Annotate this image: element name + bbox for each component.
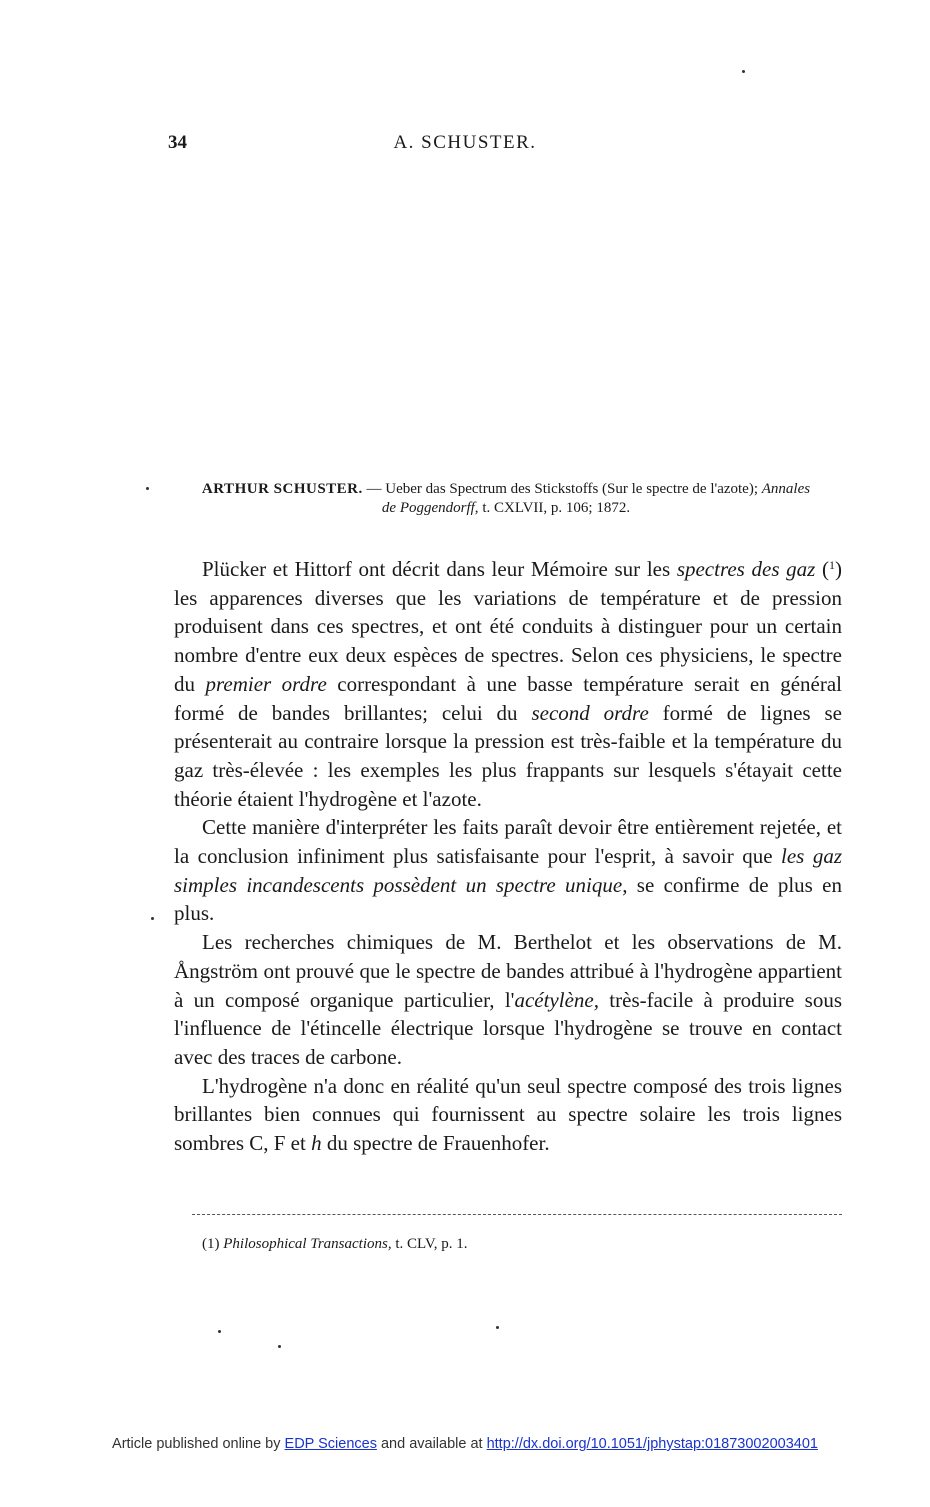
scan-speck [278, 1345, 281, 1348]
scan-speck [146, 487, 149, 490]
paragraph-italic: h [311, 1131, 322, 1156]
paragraph-text: Cette manière d'interpréter les faits paraît devoir être entièrement rejetée, et la conclusion infiniment plus satisfaisante pour l'esprit, à savoir que [174, 815, 842, 869]
banner-middle: and available at [376, 1436, 487, 1452]
paragraph-text: très-facile à produire sous l'influence de l'étincelle électrique lorsque l'hydrogène se trouve en contact avec des traces de carbone. [174, 987, 842, 1069]
paragraph-2 [174, 813, 842, 928]
running-head: A. SCHUSTER. [393, 132, 537, 153]
scan-speck [742, 70, 745, 73]
paragraph-italic: premier ordre [205, 671, 327, 696]
paragraph-text: se confirme de plus en plus. [174, 872, 842, 926]
reference-details: t. CXLVII, p. 106; 1872. [478, 500, 631, 516]
paragraph-text: les apparences diverses que les variations de température et de pression produisent dans ces spectres, et ont été conduits à distinguer pour un certain nombre d'entre eux deux espèces de spectres. Selon ces physiciens, le spectre du [174, 585, 842, 696]
reference-journal: Annales de Poggendorff, [381, 481, 811, 516]
footnote-details: t. CLV, p. 1. [391, 1236, 468, 1252]
paragraph-italic: second ordre [531, 700, 649, 725]
paragraph-text: Plücker et Hittorf ont décrit dans leur Mémoire sur les [202, 557, 677, 581]
paragraph-text: formé de lignes se présenterait au contraire lorsque la pression est très-faible et la température du gaz très-élevée : les exemples les plus frappants sur lesquels s'étayait cette théorie étaient l'hydrogène et l'azote. [174, 700, 842, 811]
reference-dash: — [362, 481, 386, 497]
paragraph-3 [174, 928, 842, 1072]
publisher-link[interactable]: EDP Sciences [284, 1436, 377, 1452]
footnote [202, 1236, 467, 1253]
reference-author: ARTHUR SCHUSTER. [201, 481, 363, 497]
footnote-marker: 1 [829, 558, 835, 572]
reference-title: Ueber das Spectrum des Stickstoffs (Sur le spectre de l'azote); [385, 481, 758, 497]
paragraph-italic: acétylène, [514, 987, 599, 1012]
publication-banner [0, 1436, 930, 1452]
footnote-separator [192, 1214, 842, 1215]
article-body [174, 555, 842, 1158]
scan-speck [151, 917, 154, 920]
footnote-journal: Philosophical Transactions, [223, 1236, 392, 1252]
page-number: 34 [168, 132, 187, 153]
paragraph-1: Plücker et Hittorf ont décrit dans leur Mémoire sur les spectres des gaz ($^1$) les apparences diverses que les variations de température et de pression produisent dans ces spectres, et ont été conduits à distinguer pour un certain nombre d'entre eux deux espèces de spectres. Selon ces physiciens, le spectre du premier ordre correspondant à une basse température serait en général formé de bandes brillantes; celui du second ordre formé de lignes se présenterait au contraire lorsque la pression est très-faible et la température du gaz très-élevée : les exemples les plus frappants sur lesquels s'étayait cette théorie étaient l'hydrogène et l'azote. [174, 557, 842, 811]
footnote-marker: (1) [202, 1236, 220, 1252]
scan-speck [496, 1326, 499, 1329]
paragraph-text: Les recherches chimiques de M. Berthelot et les observations de M. Ångström ont prouvé que le spectre de bandes attribué à l'hydrogène appartient à un composé organique particulier, l' [174, 930, 842, 1012]
paragraph-text: L'hydrogène n'a donc en réalité qu'un seul spectre composé des trois lignes brillantes bien connues qui fournissent au spectre solaire les trois lignes sombres C, F et [174, 1073, 842, 1156]
paragraph-italic: les gaz simples incandescents possèdent un spectre unique, [174, 844, 842, 897]
bibliographic-reference [196, 480, 816, 518]
paragraph-4 [174, 1072, 842, 1158]
doi-link[interactable]: http://dx.doi.org/10.1051/jphystap:01873002003401 [486, 1436, 818, 1452]
scan-speck [218, 1330, 221, 1333]
paragraph-text: du spectre de Frauenhofer. [321, 1131, 550, 1156]
paragraph-italic: spectres des gaz [676, 557, 816, 581]
banner-prefix: Article published online by [112, 1436, 285, 1452]
paragraph-text: correspondant à une basse température serait en général formé de bandes brillantes; celui du [174, 671, 842, 725]
